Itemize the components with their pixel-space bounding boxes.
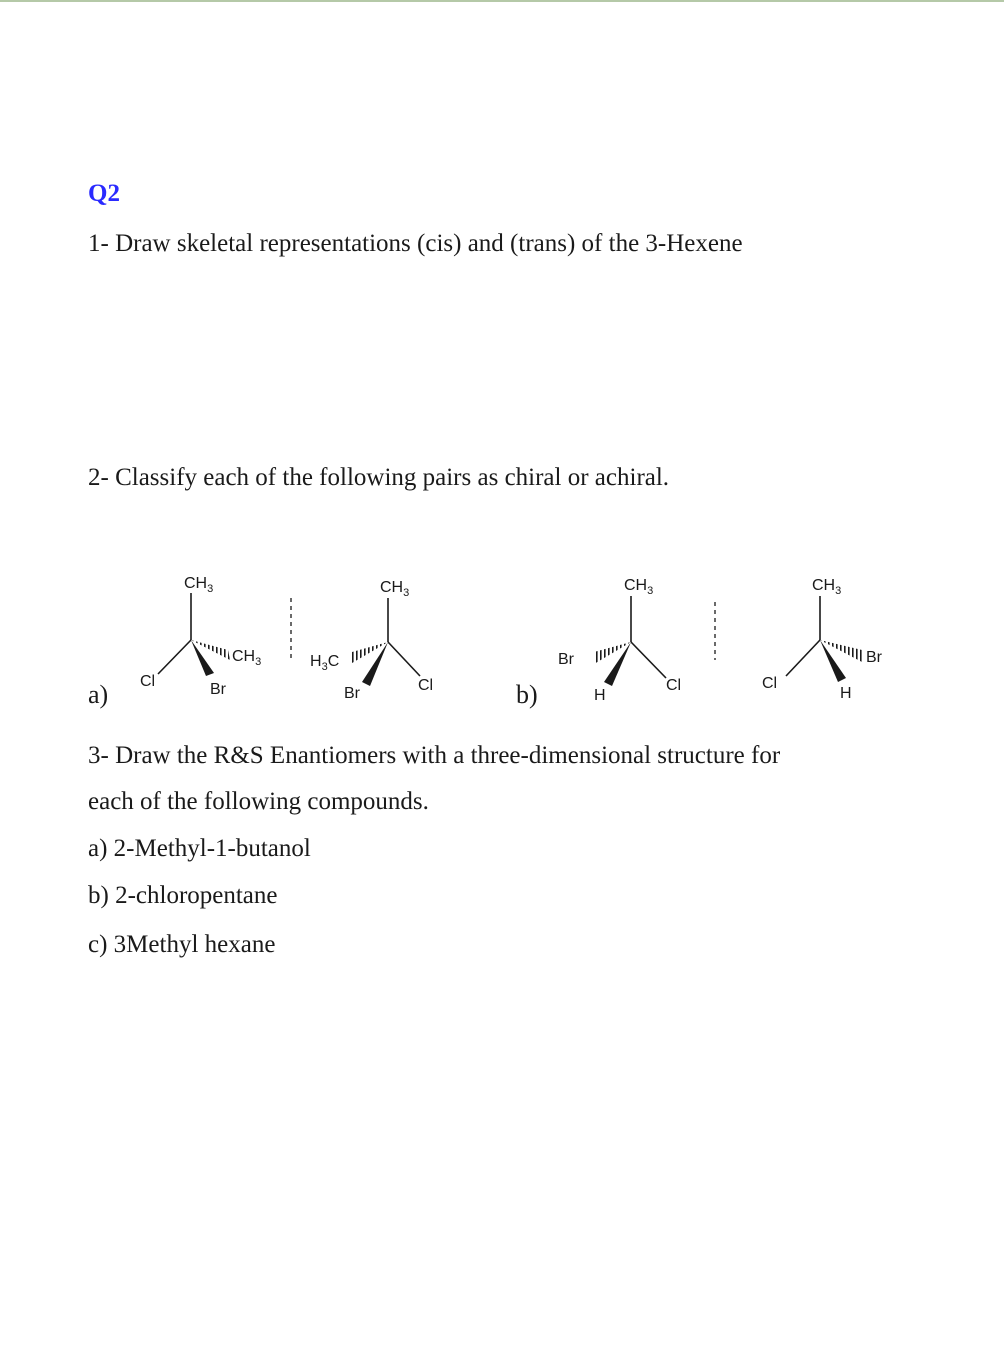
a1-top-label: $CH_3$: [184, 575, 214, 595]
molecule-b1: [558, 577, 681, 704]
b2-bond-left: [786, 640, 820, 676]
molecule-a1: [140, 575, 261, 698]
part-a-label: a): [88, 680, 109, 709]
molecule-b2: [762, 577, 883, 702]
b1-left-label: Br: [558, 651, 574, 668]
compound-item-b: b) 2-chloropentane: [88, 882, 278, 909]
question-3-line-2: each of the following compounds.: [88, 788, 429, 815]
compound-item-a: a) 2-Methyl-1-butanol: [88, 835, 311, 862]
b1-bottom-label: H: [594, 687, 606, 704]
part-b-label: b): [516, 680, 538, 709]
b2-top-label: $CH_3$: [812, 577, 842, 597]
b1-bond-right: [631, 642, 666, 678]
b1-right-label: Cl: [666, 677, 682, 694]
molecule-a2: [310, 579, 433, 702]
a1-bottom-label: Br: [210, 681, 226, 698]
a1-bond-left: [158, 640, 191, 674]
question-2-text: 2- Classify each of the following pairs as chiral or achiral.: [88, 464, 670, 491]
a1-right-label: $CH_3$: [232, 648, 262, 668]
a2-left-label: $H_3C$: [310, 653, 340, 673]
b2-bottom-label: H: [840, 685, 852, 702]
question-heading: Q2: [88, 180, 120, 207]
b2-left-label: Cl: [762, 675, 778, 692]
top-border: [0, 0, 1004, 2]
question-1-text: 1- Draw skeletal representations (cis) and (trans) of the 3-Hexene: [88, 230, 743, 257]
a1-left-label: Cl: [140, 673, 156, 690]
a2-bottom-label: Br: [344, 685, 360, 702]
compound-item-c: c) 3Methyl hexane: [88, 931, 276, 958]
a2-top-label: $CH_3$: [380, 579, 410, 599]
b1-top-label: $CH_3$: [624, 577, 654, 597]
question-3-line-1: 3- Draw the R&S Enantiomers with a three-dimensional structure for: [88, 742, 781, 769]
molecule-figure: [0, 560, 1004, 720]
a1-top-text: CH: [184, 575, 208, 592]
b2-right-label: Br: [866, 649, 882, 666]
a2-bond-right: [388, 642, 420, 676]
a2-right-label: Cl: [418, 677, 434, 694]
